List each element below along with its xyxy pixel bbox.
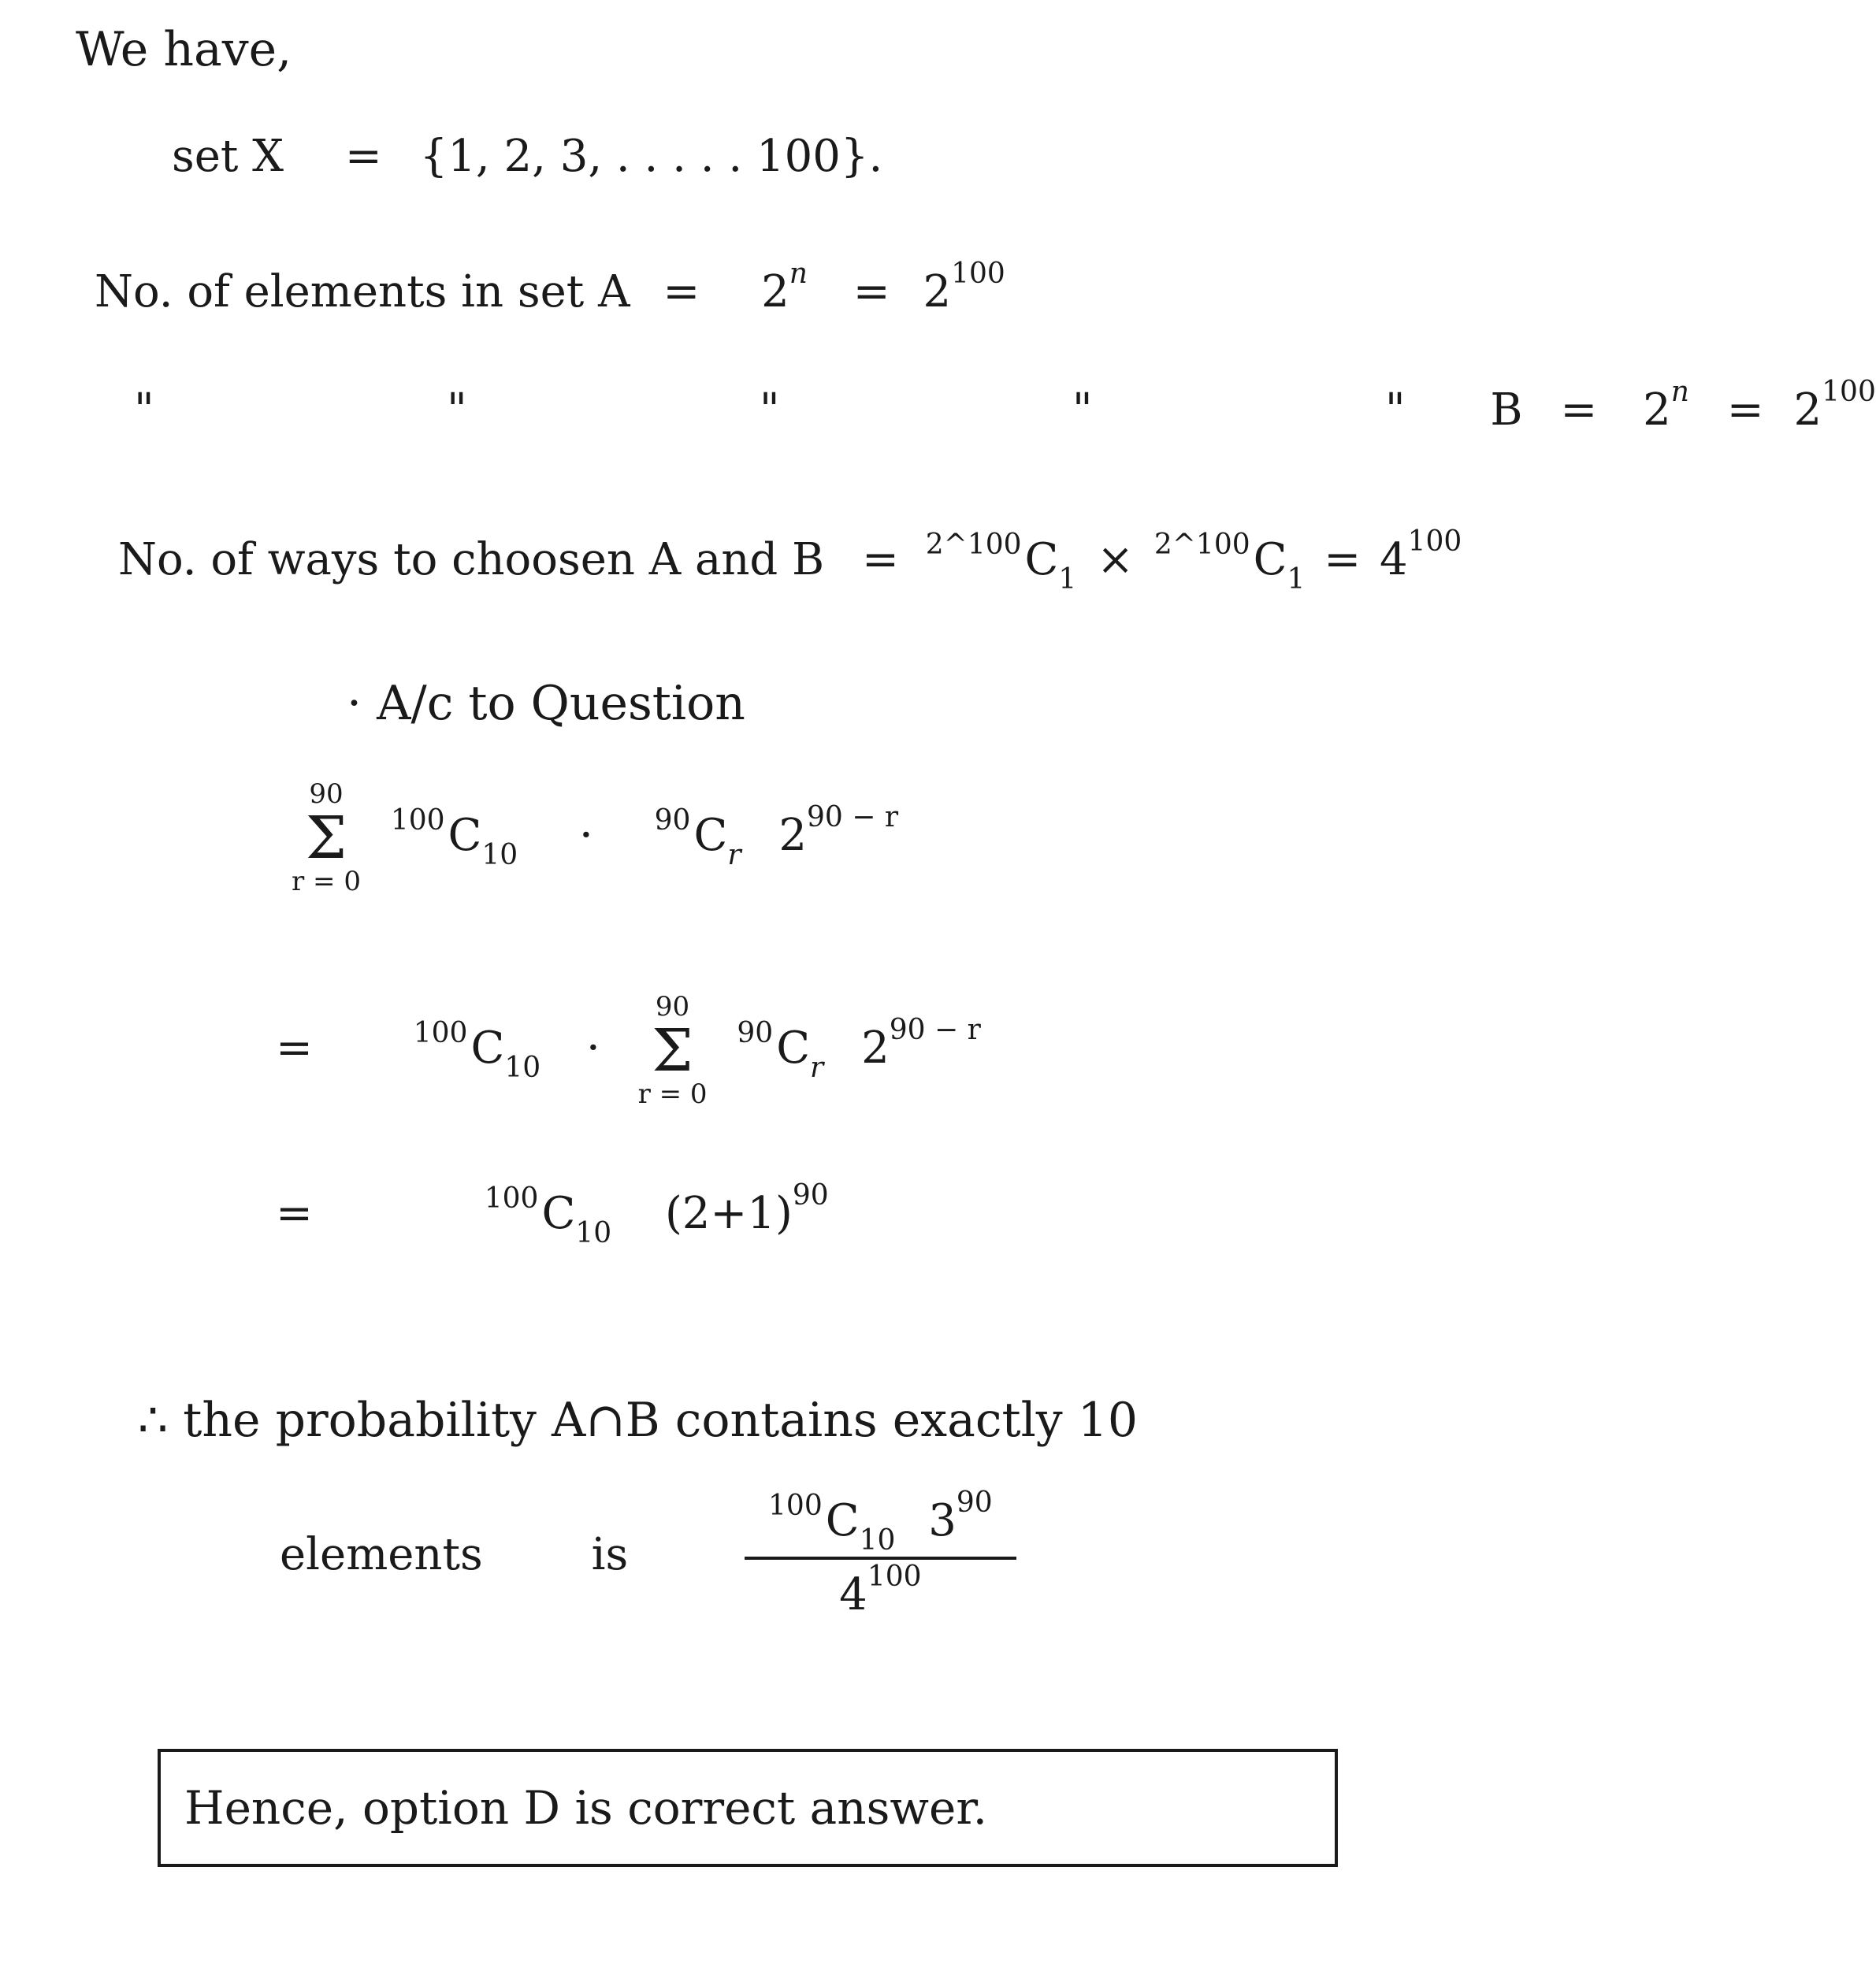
ways-c1: C (1024, 534, 1059, 585)
sum1-base: 2 (778, 809, 807, 861)
sum2-sub1: 10 (504, 1051, 541, 1084)
sum2-sym: Σ (652, 1017, 693, 1086)
elements-b-ditto: " " " " " (134, 384, 1453, 436)
answer-box (158, 1749, 1338, 1867)
ways-eq: = (862, 534, 899, 585)
sum3-eq: = (276, 1188, 313, 1239)
ways-c2: C (1253, 534, 1287, 585)
ways-result-base: 4 (1379, 534, 1408, 585)
elements-a-eq: = (663, 266, 700, 317)
num-pre: 100 (768, 1490, 823, 1522)
conclusion-line1: ∴ the probability A∩B contains exactly 10 (138, 1393, 1139, 1448)
sum1-sigma (292, 780, 361, 897)
num-sub: 10 (859, 1524, 896, 1557)
sum1-bottom: r = 0 (292, 866, 361, 898)
ways-sub2: 1 (1287, 563, 1306, 596)
conclusion-line2 (280, 1486, 1016, 1620)
elements-a-base2: 2 (923, 266, 952, 317)
sum2-dot: · (585, 1022, 600, 1074)
sum2-exp: 90 − r (889, 1013, 981, 1046)
elements-a-base1: 2 (761, 266, 789, 317)
elements-b-label: B (1490, 384, 1523, 436)
set-x-value: {1, 2, 3, . . . . . 100}. (419, 131, 883, 182)
num-c: C (825, 1495, 860, 1546)
elements-b-exp1: n (1670, 376, 1689, 408)
sum1-sym: Σ (305, 804, 347, 873)
den-base: 4 (839, 1568, 867, 1620)
sum2-top: 90 (655, 991, 690, 1023)
sum2-sigma (638, 993, 708, 1110)
ways-label: No. of ways to choosen A and B (118, 534, 825, 585)
elements-b-base1: 2 (1643, 384, 1671, 436)
sum3-exp: 90 (792, 1179, 829, 1212)
num-base: 3 (928, 1495, 957, 1546)
set-x-line (172, 132, 882, 181)
sum1-sub1: 10 (481, 838, 518, 871)
elements-b-base2: 2 (1793, 384, 1822, 436)
sum2-sub2: r (810, 1051, 824, 1084)
sum1-dot: · (579, 809, 593, 861)
sum3-c: C (541, 1188, 576, 1239)
conclusion-is: is (591, 1529, 629, 1581)
elements-a-label: No. of elements in set A (95, 266, 630, 317)
ways-pre1: 2^100 (925, 529, 1022, 561)
elements-b-line (134, 376, 1876, 436)
num-exp: 90 (956, 1486, 993, 1519)
sum1-c1: C (448, 809, 482, 861)
sum2-base: 2 (861, 1022, 890, 1074)
sum3-paren: (2+1) (664, 1188, 793, 1239)
ways-sub1: 1 (1058, 563, 1077, 596)
fraction-denominator (745, 1560, 1016, 1620)
sum2-pre1: 100 (413, 1016, 468, 1049)
den-exp: 100 (867, 1560, 922, 1593)
elements-a-eq2: = (853, 266, 890, 317)
sum2-eq: = (276, 1022, 313, 1074)
ways-times: × (1097, 534, 1135, 585)
sum3-sub: 10 (575, 1217, 612, 1249)
elements-b-exp2: 100 (1822, 376, 1876, 408)
sum3-pre: 100 (484, 1182, 539, 1215)
sum1-c2: C (693, 809, 728, 861)
sum1-pre1: 100 (390, 804, 445, 837)
ways-pre2: 2^100 (1153, 529, 1250, 561)
conclusion-elements: elements (280, 1529, 483, 1581)
sum2-line (276, 993, 981, 1110)
elements-b-eq2: = (1726, 384, 1764, 436)
elements-a-line (95, 258, 1005, 317)
according-text: · A/c to Question (347, 676, 745, 731)
sum2-c2: C (776, 1022, 811, 1074)
sum2-c1: C (470, 1022, 505, 1074)
set-x-label: set X (172, 131, 284, 182)
answer-text: Hence, option D is correct answer. (184, 1781, 988, 1835)
sum2-pre2: 90 (737, 1016, 774, 1049)
ways-result-exp: 100 (1407, 525, 1462, 558)
sum1-pre2: 90 (654, 804, 691, 837)
fraction-numerator (745, 1486, 1016, 1560)
ways-line (118, 525, 1462, 596)
elements-a-exp2: 100 (951, 258, 1005, 290)
sum2-bottom: r = 0 (637, 1078, 708, 1111)
elements-b-eq: = (1560, 384, 1598, 436)
elements-a-exp1: n (789, 258, 808, 290)
intro-text: We have, (76, 22, 292, 77)
probability-fraction (745, 1486, 1016, 1620)
set-x-equals: = (344, 131, 382, 182)
sum1-sub2: r (727, 838, 741, 871)
sum1-top: 90 (309, 778, 344, 810)
sum3-line (276, 1179, 829, 1249)
sum1-exp: 90 − r (806, 800, 899, 833)
ways-eq2: = (1324, 534, 1361, 585)
sum1-line (292, 780, 898, 897)
